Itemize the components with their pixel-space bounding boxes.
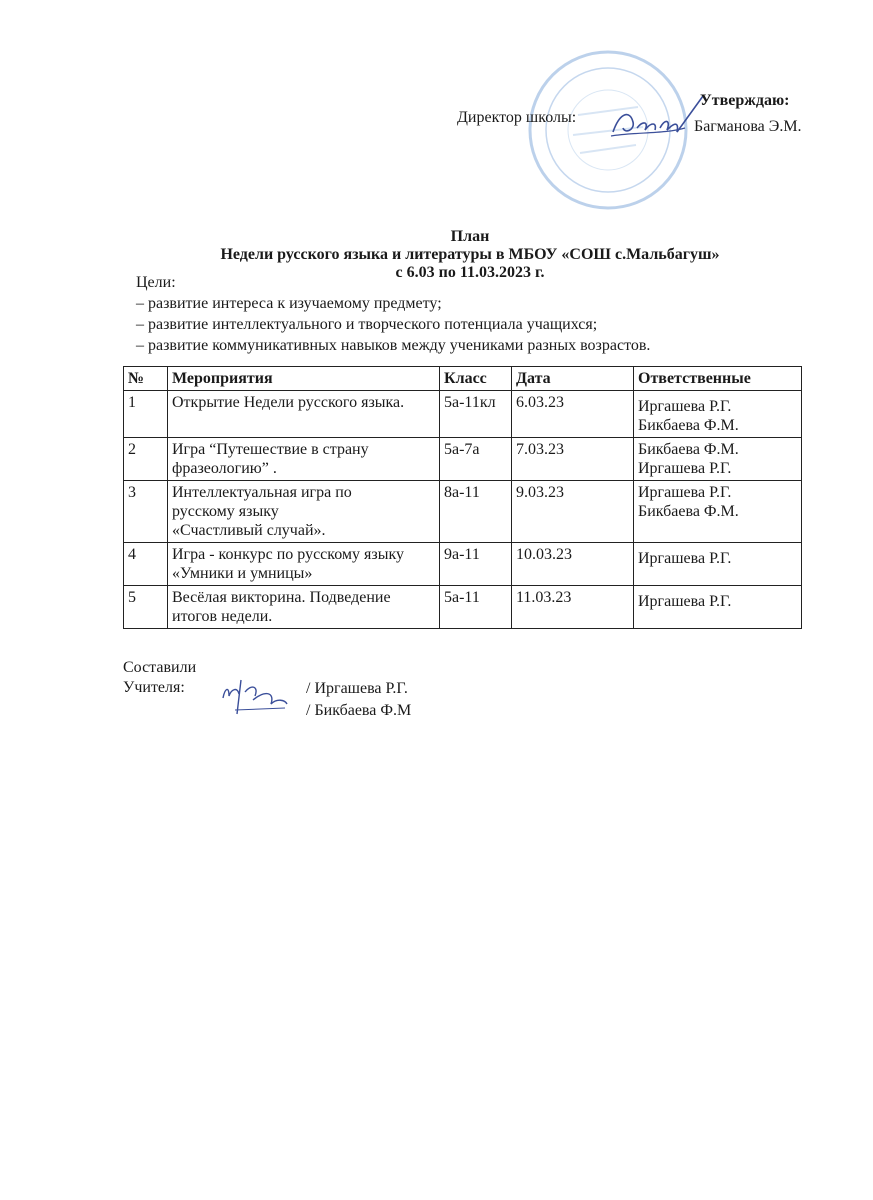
teachers-signature [215,670,305,720]
goals-label: Цели: [136,274,176,291]
cell-date: 10.03.23 [512,543,634,586]
responsible-name: Бикбаева Ф.М. [638,503,739,520]
goal-item: – развитие интеллектуального и творческого потенциала учащихся; [136,316,598,333]
teachers-list [306,678,411,722]
cell-date: 6.03.23 [512,391,634,438]
cell-date: 9.03.23 [512,481,634,543]
cell-class: 9а-11 [440,543,512,586]
table-row [124,391,802,438]
teachers-label: Учителя: [123,679,185,696]
cell-class: 8а-11 [440,481,512,543]
cell-class: 5а-11кл [440,391,512,438]
cell-num: 5 [124,586,168,629]
cell-event [168,586,440,629]
responsible-name: Бикбаева Ф.М. [638,441,739,458]
goal-item: – развитие коммуникативных навыков между учениками разных возрастов. [136,337,651,354]
responsible-name: Бикбаева Ф.М. [638,417,739,434]
responsible-name: Иргашева Р.Г. [638,398,732,415]
cell-event: Игра “Путешествие в страну фразеологию” . [168,438,440,481]
cell-num: 2 [124,438,168,481]
event-line: итогов недели. [172,608,273,625]
event-line: «Умники и умницы» [172,565,313,582]
compiled-label: Составили [123,659,197,676]
event-line: Интеллектуальная игра по [172,484,352,501]
cell-date: 11.03.23 [512,586,634,629]
goal-item: – развитие интереса к изучаемому предмету; [136,295,442,312]
cell-event [168,543,440,586]
header-date: Дата [512,367,634,391]
title-line-1: План [450,228,490,245]
responsible-name: Иргашева Р.Г. [638,460,732,477]
table-row [124,543,802,586]
title-line-2: Недели русского языка и литературы в МБОУ «СОШ с.Мальбагуш» [220,246,720,263]
cell-responsible: Иргашева Р.Г. [634,543,802,586]
responsible-name: Иргашева Р.Г. [638,484,732,501]
cell-event: Открытие Недели русского языка. [168,391,440,438]
director-label: Директор школы: [457,109,577,126]
table-row [124,438,802,481]
table-row [124,481,802,543]
title-line-3: с 6.03 по 11.03.2023 г. [395,264,545,281]
cell-class: 5а-7а [440,438,512,481]
goals-section [136,272,650,356]
header-class: Класс [440,367,512,391]
cell-responsible [634,391,802,438]
cell-num: 4 [124,543,168,586]
table-header-row [124,367,802,391]
director-name: Багманова Э.М. [694,118,802,135]
cell-responsible: Иргашева Р.Г. [634,586,802,629]
event-line: Игра - конкурс по русскому языку [172,546,405,563]
cell-event [168,481,440,543]
cell-date: 7.03.23 [512,438,634,481]
header-responsible: Ответственные [634,367,802,391]
table-row [124,586,802,629]
header-num: № [124,367,168,391]
teacher-name: / Иргашева Р.Г. [306,680,408,697]
plan-table [123,366,802,629]
cell-responsible [634,438,802,481]
cell-class: 5а-11 [440,586,512,629]
header-event: Мероприятия [168,367,440,391]
teacher-name: / Бикбаева Ф.М [306,702,412,719]
compiled-block [123,658,196,698]
cell-num: 3 [124,481,168,543]
approve-label: Утверждаю: [700,92,790,109]
event-line: «Счастливый случай». [172,522,326,539]
event-line: русскому языку [172,503,279,520]
cell-responsible [634,481,802,543]
cell-num: 1 [124,391,168,438]
event-line: Весёлая викторина. Подведение [172,589,391,606]
